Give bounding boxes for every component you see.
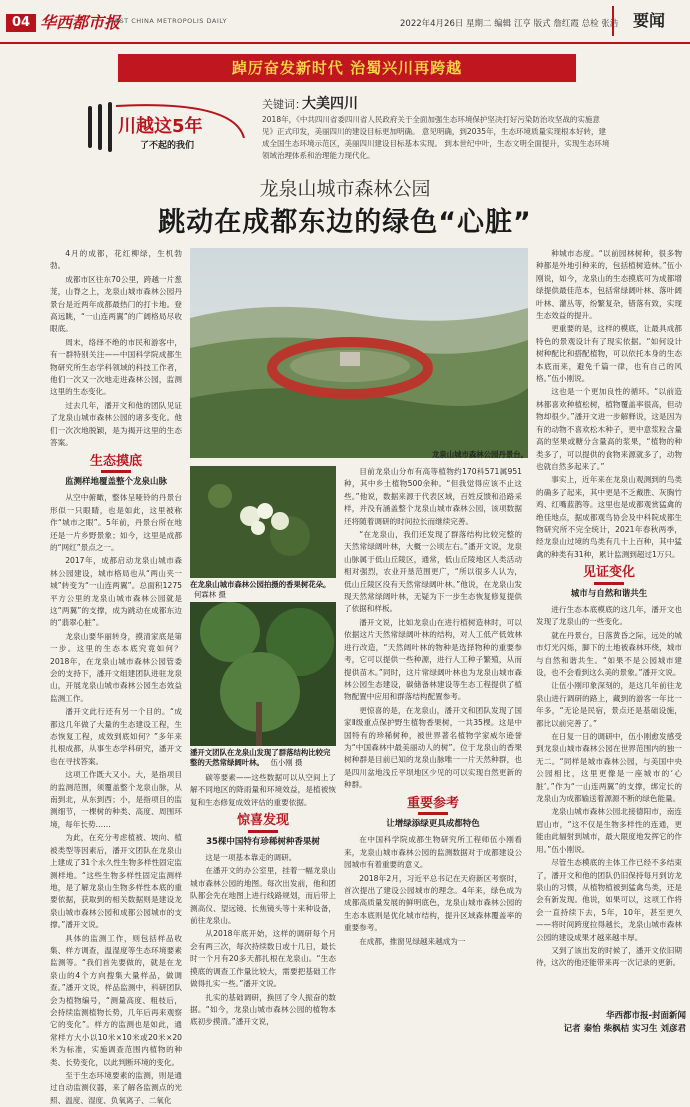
main-photo-caption: 龙泉山城市森林公园丹景台。: [431, 450, 528, 459]
tree-photo-caption: [190, 748, 336, 768]
subheading-rule: [594, 582, 624, 585]
byline-reporters: 记者 秦怡 柴枫桔 实习生 刘彦君: [563, 1024, 686, 1034]
paragraph: 目前龙泉山分布有高等植物约170科571属951种，其中乡土植物500余种。“但我觉得应该不止这些。”他说，数据来源于代表区域，百姓反馈和沿路采样，并没有涵盖整个龙泉山城市森林公园，该项数据还将随着调研的时间拉长而继续完善。: [344, 467, 522, 526]
subheading-rule: [101, 470, 131, 473]
paragraph: 4月的成都，花红柳绿，生机勃勃。: [50, 249, 182, 271]
byline-outlet: 华西都市报-封面新闻: [605, 1011, 686, 1021]
flower-photo-graphic: [190, 466, 336, 578]
subheading-rule: [418, 812, 448, 815]
paragraph: 事实上，近年来在龙泉山观测到的鸟类的确多了起来，其中更是不乏戴胜、灰胸竹鸡、红嘴蓝鹊等。这里也是成都观赏猛禽的绝佳地点，据成都观鸟协会及中科院成都生物研究所不完全统计，2021年春秋两季，经龙泉山过境的鸟类有几十上百种，其中猛禽的种类有31种，累计监测到超过1万只。: [536, 475, 682, 559]
paragraph: 龙泉山城市森林公园北接德阳市，南连眉山市，“这不仅是生物多样性的连通，更能由此辐射到城市，最大限度地发挥它的作用。”伍小刚说。: [536, 807, 682, 854]
kicker: 龙泉山城市森林公园: [259, 178, 431, 200]
tree-photo: [190, 602, 336, 746]
page-number: 04: [6, 14, 36, 32]
paragraph: 让伍小刚印象深刻的，是这几年前往龙泉山进行调研的路上，藏到的游客一年比一年多，“无论是民宿，景点还是基础设施，都比以前完善了。”: [536, 681, 682, 728]
headline: 跳动在成都东边的绿色“心脏”: [158, 207, 532, 238]
paragraph: 种城市态度。“以前园林树种，很多物种都是外地引种来的，包括植树造林。”伍小刚说，如今，龙泉山的生态摸底可为成都增绿提供最佳范本，包括常绿阔叶林、落叶阔叶林、灌丛等，纷繁复杂，错落有致，实现生态效益的提升。: [536, 249, 682, 321]
paragraph: 潘开文此行还有另一个目的。“成都这几年做了大量的生态建设工程，生态恢复工程，成效到底如何？”多年来扎根成都，从事生态学科研究，潘开文也在寻找答案。: [50, 707, 182, 766]
subheading-subtitle: 监测样地覆盖整个龙泉山脉: [64, 476, 167, 487]
byline: [530, 1010, 686, 1036]
tree-photo-credit: 伍小刚 摄: [270, 758, 303, 767]
paragraph: 潘开文说，比如龙泉山在进行植树造林时，可以依据这片天然常绿阔叶林的结构，对人工低产低效林进行改造，“天然阔叶林的物种是选择物种的重要参考，它可以提供一些种源，进行人工种子繁殖，从而提供苗木。”同时，这片常绿阔叶林也为龙泉山城市森林公园生态建设，碳储备林建设等生态工程提供了植物配置中应用和群落结构配置参考。: [344, 617, 522, 702]
flower-photo-credit: 何霖林 摄: [194, 590, 226, 599]
paragraph: 就在丹景台，日落黄昏之际，远处的城市灯光闪烁，脚下的土地被森林环绕，城市与自然和谐共生。“如果不是公园城市建设，也不会看到这么美的景象。”潘开文说。: [536, 630, 682, 677]
subheading-title: 生态摸底: [89, 453, 142, 469]
paragraph: 过去几年，潘开文和他的团队见证了龙泉山城市森林公园的诸多变化。他们一次次地脱颖，是为揭开这里的生态答案。: [50, 400, 182, 448]
section-tag: 要闻: [612, 6, 684, 36]
paragraph: 更惊喜的是，在龙泉山，潘开文和团队发现了国家Ⅱ级重点保护野生植物香果树，一共35棵。这是中国特有的珍稀树种，被世界著名植物学家威尔逊誉为“中国森林中最美丽动人的树”。位于龙泉山的香果树种群是目前已知的龙泉山脉唯一一片天然种群，也是四川盆地浅丘平坝地区少见的可以实现自然更新的种群。: [344, 705, 522, 790]
paragraph: 成都市区往东70公里，跨越一片葱茏，山脊之上，龙泉山城市森林公园丹景台是近两年成都最热门的打卡地。登高远眺，“一山连两翼”的广阔格局尽收眼底。: [50, 274, 182, 334]
paragraph: 至于生态环境要素的监测，则是通过自动监测仪器，来了解各监测点的光照、温度、湿度、负氧离子、二氧化: [50, 1071, 182, 1105]
slogan-banner: 踔厉奋发新时代 治蜀兴川再跨越: [118, 54, 576, 82]
subheading-subtitle: 城市与自然和谐共生: [570, 588, 648, 599]
column-4: [536, 248, 682, 1006]
subheading-rule: [248, 830, 278, 833]
paragraph: 在中国科学院成都生物研究所工程师伍小刚看来，龙泉山城市森林公园的监测数据对于成都建设公园城市有着重要的意义。: [344, 835, 522, 870]
paragraph: 具体的监测工作，则包括样品收集、样方调查，温湿度等生态环境要素监测等。“我们首先要做的，就是在龙泉山的4个方向搜集大量样品，做调查。”潘开文说，样品监测中，科研团队会为植物编号，“测量高度、粗枝后，会持续监测植物长势，几年后再来观察它的变化”。样方的监测也是如此，通常样方大小以10米×10米或20米×20米为标准，实施调查范围内植物的种类、长势变化，以此判断环境的变化。: [50, 933, 182, 1067]
paragraph: 在日复一日的调研中，伍小刚愈发感受到龙泉山城市森林公园在世界范围内的独一无二。“同样是城市森林公园，与美国中央公园相比，这里更像是一座城市的‘心脏’。”作为“一山连两翼”的支撑，绑定长的龙泉山为成都输送着源源不断的绿色能量。: [536, 732, 682, 804]
paragraph: 2018年2月，习近平总书记在天府新区考察时，首次提出了建设公园城市的理念。4年来，绿色成为成都高质量发展的鲜明底色，龙泉山城市森林公园的生态本底则是优化城市结构，提升区域森林覆盖率的重要参考。: [344, 873, 522, 933]
paragraph: 进行生态本底模底的这几年，潘开文也发现了龙泉山的一些变化。: [536, 604, 682, 627]
series-title: 川越这5年: [118, 116, 203, 137]
danjingtai-photo: [190, 248, 528, 458]
paragraph: 周末，络绎不绝的市民和游客中，有一群特别关注——中国科学院成都生物研究所生态学科领域的科技工作者，他们一次又一次地走进森林公园，监测这里的生态变化。: [50, 337, 182, 397]
keyword-value: 大美四川: [302, 96, 358, 112]
paragraph: 更重要的是，这样的模底，让最具成都特色的景观设计有了现实依据。“如何设计树种配比和搭配植物，可以依托本身的生态本底而来，避免千篇一律，也有自己的风格。”伍小刚说。: [536, 324, 682, 384]
paragraph: 为此，在充分考虑植被、坡向、植被类型等因素后，潘开文团队在龙泉山上建成了31个永久性生物多样性固定监测样地。“这些生物多样性固定监测样地，是了解龙泉山生物多样性本底的重要依据，获取到的相关数据则是建设龙泉山城市森林公园和成都公园城市的支撑。”潘开文说。: [50, 833, 182, 930]
paragraph: 龙泉山要华丽转身，摸清家底是第一步。这里的生态本底究竟如何？2018年，在龙泉山城市森林公园管委会的支持下，潘开文组建团队进驻龙泉山，开展龙泉山城市森林公园生态效益监测工作。: [50, 631, 182, 703]
intro-text: 2018年，《中共四川省委四川省人民政府关于全面加强生态环境保护坚决打好污染防治攻坚战的实施意见》正式印发，美丽四川的建设目标更加明确。 意见明确，到2035年，生态环境质量实现根本好转，建成全国生态环境示范区，美丽四川建设目标基本实现。 到本世纪中叶，生态文明全面提升，实现生态环境领域治理体系和治理能力现代化。: [262, 115, 610, 160]
paragraph: 尽管生态模底的主体工作已经不多结束了，潘开文和他的团队仍旧保持每月到访龙泉山的习惯，从植物植被到猛禽鸟类，还是会有新发现。他说，如果可以，这项工作将会一直持续下去，5年，10年，甚至更久——将时间跨度拉得越长，龙泉山城市森林公园的建设成果才越来越丰厚。: [536, 858, 682, 942]
paragraph: 又到了该出发的时候了，潘开文依旧期待，这次的他还能带来再一次记录的更新。: [536, 945, 682, 968]
subheading-subtitle: 35棵中国特有珍稀树种香果树: [206, 836, 320, 847]
column-2: [190, 772, 336, 1038]
paragraph: 这项工作既大又小。大，是指项目的监测范围，须覆盖整个龙泉山脉，从南到北，从东到西；小，是指项目的监测细节，一棵树的种类、高度、周围环境，每年长势……: [50, 770, 182, 829]
masthead: 华西都市报: [40, 13, 121, 32]
paragraph: 在成都，推窗见绿越来越成为一: [359, 936, 466, 946]
paragraph: 碳等要素——这些数据可以从空间上了解不同地区的降雨量和环境效益，是植被恢复和生态修复成效评估的重要依据。: [190, 773, 336, 807]
flower-caption-text: 在龙泉山城市森林公园拍摄的香果树花朵。: [190, 580, 331, 589]
paragraph: 从空中俯瞰，整体呈哑铃的丹景台形似一只眼睛，也是如此，这里被称作“城市之眼”。5年前，丹景台所在地还是一片乡野景象；如今，这里是成都的“网红”景点之一。: [50, 493, 182, 552]
issue-meta: 2022年4月26日 星期二 编辑 江亨 版式 詹红霞 总检 张浩: [400, 19, 619, 29]
column-3: [344, 466, 522, 1038]
paragraph: “在龙泉山，我们还发现了群落结构比较完整的天然常绿阔叶林，大概一公顷左右。”潘开文说，龙泉山脉属于低山丘陵区，通常，低山丘陵地区人类活动相对强烈，农业开垦范围更广，“所以很多人认为，低山丘陵区没有天然常绿阔叶林。”他说，在龙泉山发现天然常绿阔叶林，无疑为下一步生态恢复修复提供了依据和样板。: [344, 530, 522, 614]
subheading-title: 见证变化: [582, 565, 635, 581]
flower-photo-caption: [190, 580, 336, 600]
tree-caption-text: 潘开文团队在龙泉山发现了群落结构比较完整的天然常绿阔叶林。: [190, 748, 331, 767]
keyword-label: 关键词：: [262, 98, 306, 111]
masthead-en: WEST CHINA METROPOLIS DAILY: [108, 17, 227, 25]
paragraph: 这也是一个更加良性的循环。“以前造林都喜欢种植松树，植物覆盖率很高，但动物却很少。”潘开文进一步解释说，这是因为有的动物不喜欢松木种子，更中意浆粒含量高的坚果或糖分含量高的浆果，“植物的种类多了，可以提供的食物来源就多了，动物也就自然多起来了。”: [536, 387, 682, 471]
main-photo: [190, 248, 528, 458]
flower-photo: [190, 466, 336, 578]
paragraph: 扎实的基础调研，换回了令人振奋的数据。“如今，龙泉山城市森林公园的植物本底初步摸清。”潘开文说，: [190, 992, 336, 1027]
forest-photo-graphic: [190, 602, 336, 746]
paragraph: 2017年，成都启动龙泉山城市森林公园建设，城市格局也从“两山夹一城”转变为“一山连两翼”。总面积1275平方公里的龙泉山城市森林公园就是这“两翼”的支撑，成为跳动在成都东边的“翡翠心脏”。: [50, 556, 182, 628]
paragraph: 这是一项基本靠走的调研。: [205, 853, 297, 863]
column-1: [50, 248, 182, 1105]
subheading-subtitle: 让增绿添绿更具成都特色: [386, 818, 480, 829]
paragraph: 在潘开文的办公室里，挂着一幅龙泉山城市森林公园的地图。每次出发前，他和团队都会先在地图上进行线路规划，而后带上测高仪、望远镜、长焦镜头等十来种设备，前往龙泉山。: [190, 866, 336, 926]
subheading-title: 重要参考: [406, 795, 459, 811]
subheading-title: 惊喜发现: [236, 813, 289, 829]
paragraph: 从2018年底开始，这样的调研每个月会有两三次，每次持续数日或十几日，最长时一个月有20多天都扎根在龙泉山。“生态摸底的调查工作量比较大，需要把基础工作做得扎实一些。”潘开文说。: [190, 929, 336, 989]
series-subtitle: 了不起的我们: [140, 141, 195, 151]
